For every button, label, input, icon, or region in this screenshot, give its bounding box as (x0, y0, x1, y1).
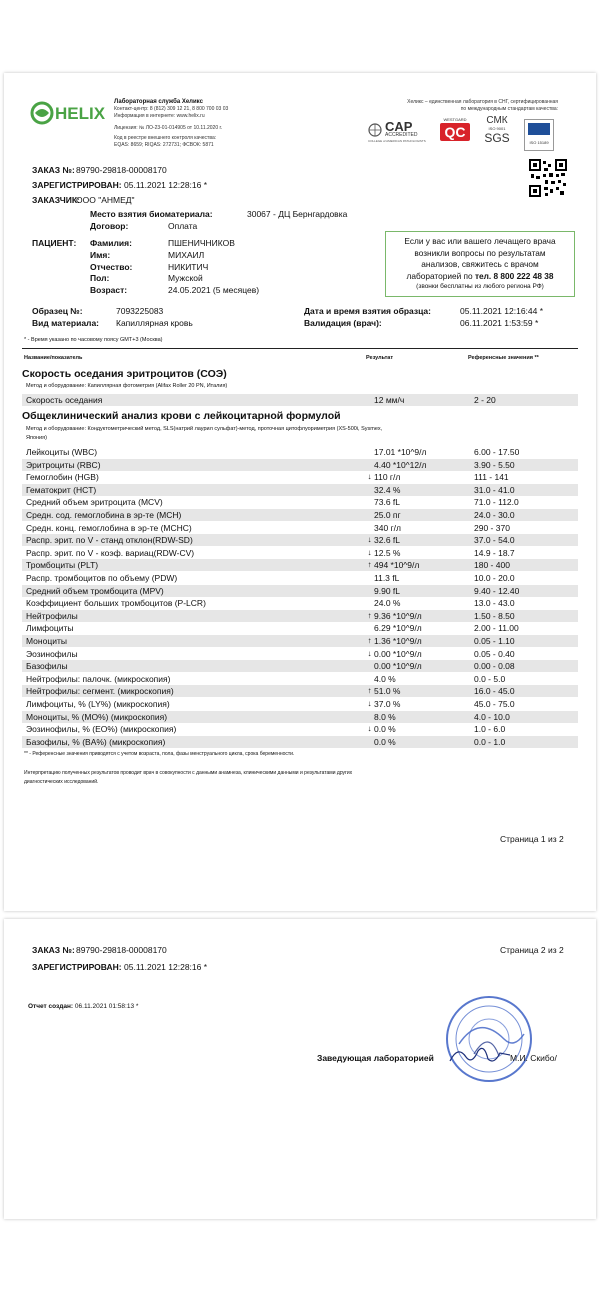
info-line-4 (386, 271, 574, 283)
row-value: 110 г/л (374, 472, 401, 483)
contract-label: Договор: (90, 221, 129, 231)
table-row (22, 484, 578, 496)
info-line-2: возникли вопросы по результатам (414, 247, 546, 258)
col-ref-header: Референсные значения ** (468, 355, 539, 361)
age-value: 24.05.2021 (5 месяцев) (168, 285, 260, 295)
row-name: Средн. сод. гемоглобина в эр-те (MCH) (26, 510, 182, 520)
age-label: Возраст: (90, 285, 128, 295)
row-value: 9.90 fL (374, 585, 400, 596)
doctor-contact-box (385, 231, 575, 297)
sampling-date-label: Дата и время взятия образца: (304, 306, 431, 316)
row-value: 0.0 % (374, 736, 396, 747)
row-value: 4.0 % (374, 673, 396, 684)
material-value: Капиллярная кровь (116, 318, 193, 328)
table-row (22, 496, 578, 508)
row-value: 12.5 % (374, 547, 401, 558)
cap-sub-text: ACCREDITED (385, 132, 418, 138)
qc-text: QC (440, 123, 470, 141)
place-label: Место взятия биоматериала: (90, 209, 213, 219)
table-row (22, 446, 578, 458)
surname-label: Фамилия: (90, 238, 132, 248)
info-phone[interactable]: тел. 8 800 222 48 38 (474, 270, 554, 281)
row-ref: 111 - 141 (474, 472, 509, 483)
row-name: Распр. эрит. по V - станд отклон(RDW-SD) (26, 535, 193, 546)
header-divider (22, 348, 578, 349)
row-name: Коэффициент больших тромбоцитов (P-LCR) (26, 598, 206, 609)
signature-icon (448, 1043, 512, 1067)
cap-accredited-badge (368, 119, 428, 145)
row-name: Распр. эрит. по V - коэф. вариац(RDW-CV) (26, 547, 195, 558)
row-value: 11.3 fL (374, 573, 400, 583)
sex-label: Пол: (90, 273, 110, 283)
order-label: ЗАКАЗ №: (32, 165, 75, 175)
esr-method: Метод и оборудование: Капиллярная фотометрия (Alifax Roller 20 PN, Италия) (26, 383, 228, 389)
row-flag-icon: ↑ (367, 636, 372, 645)
row-name: Лейкоциты (WBC) (26, 447, 98, 457)
row-ref: 13.0 - 43.0 (474, 598, 515, 609)
table-row (22, 471, 578, 483)
row-ref: 31.0 - 41.0 (474, 484, 515, 495)
row-ref: 1.50 - 8.50 (474, 610, 515, 621)
sgs-text: SGS (484, 131, 510, 145)
row-name: Гематокрит (HCT) (26, 484, 97, 495)
row-value: 12 мм/ч (374, 395, 405, 405)
validation-label: Валидация (врач): (304, 318, 382, 328)
col-name-header: Название/показатель (24, 355, 83, 361)
reference-note: ** - Референсные значения приводятся с учетом возраста, пола, фазы менструального цикла, срока беременности. (24, 751, 295, 757)
customer-label: ЗАКАЗЧИК: (32, 195, 80, 205)
row-value: 6.29 *10^9/л (374, 623, 422, 634)
iso-badge-text: ISO 15189 (529, 140, 549, 145)
row-ref: 4.0 - 10.0 (474, 711, 510, 722)
table-row (22, 723, 578, 735)
interpretation-note-2: диагностических исследований. (24, 779, 99, 785)
row-name: Базофилы (26, 661, 68, 672)
patronymic-value: НИКИТИЧ (168, 262, 209, 272)
interpretation-note-1: Интерпретацию полученных результатов проводит врач в совокупности с данными анамнеза, клиническими данными и результатами других (24, 770, 353, 776)
row-name: Средний объем тромбоцита (MPV) (26, 585, 164, 596)
helix-logo-icon (30, 99, 110, 127)
logo-text: HELIX (55, 104, 106, 123)
row-name: Распр. тромбоцитов по объему (PDW) (26, 573, 178, 583)
sampling-date-value: 05.11.2021 12:16:44 * (460, 306, 544, 316)
cbc-method-2: Япония) (26, 435, 47, 441)
table-row (22, 547, 578, 559)
row-ref: 16.0 - 45.0 (474, 686, 515, 697)
cert-text-1: Хеликс – единственная лаборатория в СНГ, сертифицированная (407, 99, 558, 105)
lab-contact: Контакт-центр: 8 (812) 309 12 21, 8 800 700 03 03 (114, 106, 229, 112)
row-ref: 24.0 - 30.0 (474, 510, 515, 520)
table-row (22, 711, 578, 723)
smk-sgs-badge (482, 115, 512, 151)
row-ref: 10.0 - 20.0 (474, 573, 515, 583)
cap-globe-icon (368, 123, 382, 137)
row-value: 32.4 % (374, 484, 401, 495)
p2-registered-label: ЗАРЕГИСТРИРОВАН: (32, 962, 122, 972)
row-name: Моноциты (26, 636, 67, 646)
row-ref: 0.00 - 0.08 (474, 661, 515, 672)
table-row (22, 597, 578, 609)
table-row (22, 509, 578, 521)
esr-section-title: Скорость оседания эритроцитов (СОЭ) (22, 368, 227, 380)
p2-order-number: 89790-29818-00008170 (76, 945, 167, 955)
contract-value: Оплата (168, 221, 198, 231)
row-value: 340 г/л (374, 522, 401, 533)
sex-value: Мужской (168, 273, 203, 283)
row-name: Лимфоциты (26, 623, 74, 634)
info-line-5: (звонки бесплатны из любого региона РФ) (416, 283, 544, 290)
order-number: 89790-29818-00008170 (76, 165, 167, 175)
row-name: Скорость оседания (26, 395, 103, 405)
report-page-1 (4, 73, 596, 911)
row-name: Лимфоциты, % (LY%) (микроскопия) (26, 699, 170, 709)
row-name: Нейтрофилы (26, 610, 78, 621)
table-row (22, 736, 578, 748)
row-name: Тромбоциты (PLT) (26, 560, 99, 571)
row-flag-icon: ↑ (367, 686, 372, 696)
qr-code-icon (529, 159, 567, 197)
p2-registered-value: 05.11.2021 12:28:16 * (124, 962, 208, 972)
table-row (22, 534, 578, 546)
westgard-qc-badge (438, 117, 472, 145)
row-flag-icon: ↓ (367, 648, 372, 658)
table-row (22, 572, 578, 584)
row-name: Средн. конц. гемоглобина в эр-те (MCHC) (26, 522, 192, 533)
row-ref: 0.05 - 0.40 (474, 648, 515, 659)
timezone-note: * - Время указано по часовому поясу GMT+3 (Москва) (24, 337, 163, 343)
row-value: 8.0 % (374, 711, 396, 722)
table-row (22, 660, 578, 672)
material-label: Вид материала: (32, 318, 100, 328)
row-flag-icon: ↓ (367, 547, 372, 557)
lab-license: Лицензия: № ЛО-23-01-014905 от 10.11.2020 г. (114, 125, 223, 131)
row-name: Эозинофилы, % (EO%) (микроскопия) (26, 724, 177, 735)
lab-stamp-icon (444, 994, 534, 1084)
head-of-lab-label: Заведующая лабораторией (317, 1053, 434, 1063)
table-row (22, 673, 578, 685)
info-line-1: Если у вас или вашего лечащего врача (404, 236, 556, 246)
row-value: 24.0 % (374, 598, 401, 609)
table-row (22, 610, 578, 622)
report-created-value: 06.11.2021 01:58:13 * (74, 1003, 139, 1010)
row-name: Гемоглобин (HGB) (26, 472, 99, 483)
row-value: 494 *10^9/л (374, 560, 420, 571)
row-name: Моноциты, % (MO%) (микроскопия) (26, 711, 168, 722)
customer-value: ООО "АНМЕД" (76, 195, 135, 205)
row-value: 1.36 *10^9/л (374, 636, 422, 646)
table-row (22, 622, 578, 634)
report-page-2 (4, 919, 596, 1219)
name-label: Имя: (90, 250, 111, 260)
row-value: 73.6 fL (374, 497, 400, 508)
row-flag-icon: ↓ (367, 699, 372, 708)
head-of-lab-name: М.И. Скибо/ (510, 1053, 557, 1063)
row-ref: 71.0 - 112.0 (474, 497, 519, 508)
row-name: Нейтрофилы: сегмент. (микроскопия) (26, 686, 174, 697)
row-flag-icon: ↑ (367, 610, 372, 620)
westgard-text: WESTGARD (443, 117, 467, 122)
place-value: 30067 - ДЦ Бернгардовка (247, 209, 348, 219)
row-ref: 14.9 - 18.7 (474, 547, 515, 558)
surname-value: ПШЕНИЧНИКОВ (168, 238, 235, 248)
row-flag-icon: ↓ (367, 535, 372, 545)
patronymic-label: Отчество: (90, 262, 133, 272)
iso-badge (524, 119, 554, 151)
row-name: Эозинофилы (26, 648, 78, 659)
registered-value: 05.11.2021 12:28:16 * (124, 180, 208, 190)
sample-label: Образец №: (32, 306, 83, 316)
cbc-section-title: Общеклинический анализ крови с лейкоцитарной формулой (22, 410, 341, 422)
table-row (22, 685, 578, 697)
table-row (22, 394, 578, 406)
report-created-label: Отчет создан: (28, 1003, 74, 1010)
name-value: МИХАИЛ (168, 250, 205, 260)
row-value: 17.01 *10^9/л (374, 447, 427, 457)
row-value: 37.0 % (374, 699, 401, 709)
lab-registry: Код в реестре внешнего контроля качества: (114, 135, 217, 141)
lab-internet: Информация в интернете: www.helix.ru (114, 113, 205, 119)
page-number-2: Страница 2 из 2 (500, 945, 564, 955)
cap-text: CAP (385, 119, 413, 134)
info-line-4-text: лабораторией по (406, 270, 473, 281)
row-value: 9.36 *10^9/л (374, 610, 422, 621)
sample-number: 7093225083 (116, 306, 164, 316)
row-value: 0.00 *10^9/л (374, 661, 422, 672)
row-name: Базофилы, % (BA%) (микроскопия) (26, 736, 166, 747)
validation-value: 06.11.2021 1:53:59 * (460, 318, 539, 328)
row-ref: 3.90 - 5.50 (474, 459, 515, 470)
table-row (22, 459, 578, 471)
row-value: 32.6 fL (374, 535, 400, 546)
info-line-3: анализов, свяжитесь с врачом (421, 259, 539, 269)
table-row (22, 648, 578, 660)
table-row (22, 635, 578, 647)
registered-label: ЗАРЕГИСТРИРОВАН: (32, 180, 122, 190)
smk-text: СМК (486, 115, 508, 126)
cert-text-2: по международным стандартам качества: (460, 106, 558, 112)
cap-small-text: COLLEGE of AMERICAN PATHOLOGISTS (368, 139, 426, 143)
row-value: 0.00 *10^9/л (374, 648, 422, 659)
row-value: 51.0 % (374, 686, 401, 697)
row-name: Эритроциты (RBC) (26, 459, 101, 470)
table-row (22, 522, 578, 534)
row-ref: 6.00 - 17.50 (474, 447, 520, 457)
patient-label: ПАЦИЕНТ: (32, 238, 77, 248)
row-value: 25.0 пг (374, 510, 401, 520)
col-result-header: Результат (366, 355, 394, 361)
helix-logo (30, 99, 110, 127)
row-ref: 0.05 - 1.10 (474, 636, 515, 646)
row-ref: 1.0 - 6.0 (474, 724, 506, 735)
row-name: Нейтрофилы: палочк. (микроскопия) (26, 673, 171, 684)
smk-sub-text: ISO 9001 (488, 126, 506, 131)
lab-registry-codes: EQAS: 8659; RIQAS: 272731; ФСВОК: 5871 (114, 142, 214, 148)
table-row (22, 585, 578, 597)
row-flag-icon: ↑ (367, 560, 372, 570)
row-ref: 0.0 - 5.0 (474, 673, 506, 684)
cbc-method-1: Метод и оборудование: Кондуктометрический метод, SLS(натрий лаурил сульфат)-метод, проточная цитофлуориметрия (XS-500i, Sysmex, (26, 426, 383, 432)
row-ref: 45.0 - 75.0 (474, 699, 515, 709)
page-number-1: Страница 1 из 2 (500, 834, 564, 844)
row-ref: 180 - 400 (474, 560, 510, 571)
row-ref: 2 - 20 (474, 395, 496, 405)
row-ref: 0.0 - 1.0 (474, 736, 506, 747)
row-ref: 290 - 370 (474, 522, 510, 533)
p2-order-label: ЗАКАЗ №: (32, 945, 75, 955)
table-row (22, 559, 578, 571)
row-flag-icon: ↓ (367, 472, 372, 482)
row-ref: 2.00 - 11.00 (474, 623, 519, 634)
row-name: Средний объем эритроцита (MCV) (26, 497, 163, 508)
iso-badge-emblem-icon (528, 123, 550, 135)
row-ref: 9.40 - 12.40 (474, 585, 520, 596)
row-value: 0.0 % (374, 724, 396, 735)
row-flag-icon: ↓ (367, 724, 372, 734)
row-ref: 37.0 - 54.0 (474, 535, 515, 546)
table-row (22, 698, 578, 710)
lab-name: Лабораторная служба Хеликс (114, 99, 203, 105)
row-value: 4.40 *10^12/л (374, 459, 427, 470)
